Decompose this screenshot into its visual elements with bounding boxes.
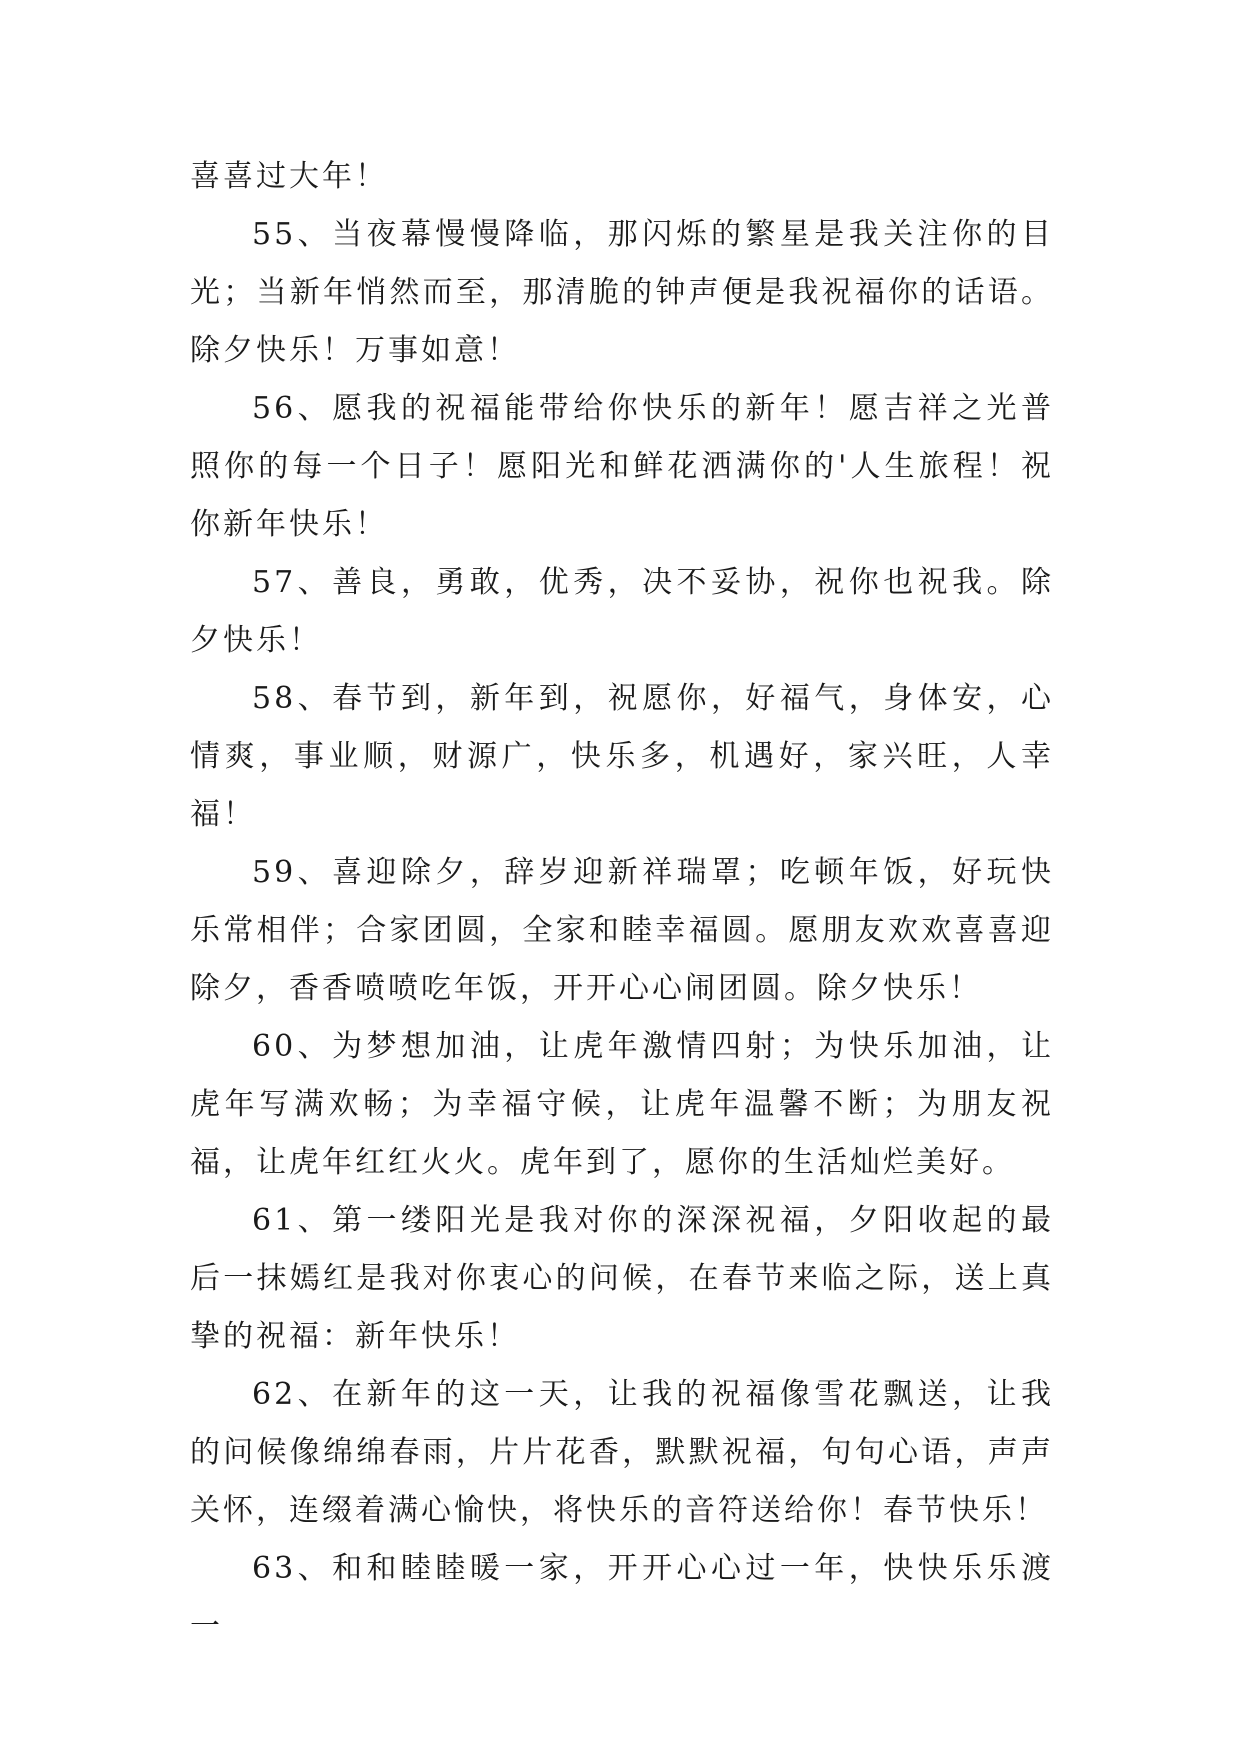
paragraph-0: 喜喜过大年！	[190, 159, 388, 194]
paragraph-57: 57、善良，勇敢，优秀，决不妥协，祝你也祝我。除夕快乐！	[190, 565, 1054, 658]
document-body	[190, 148, 1054, 1656]
paragraph-61: 61、第一缕阳光是我对你的深深祝福，夕阳收起的最后一抹嫣红是我对你衷心的问候，在春节来临之际，送上真挚的祝福：新年快乐！	[190, 1203, 1054, 1354]
paragraph-58: 58、春节到，新年到，祝愿你，好福气，身体安，心情爽，事业顺，财源广，快乐多，机遇好，家兴旺，人幸福！	[190, 681, 1054, 832]
paragraph-63: 63、和和睦睦暖一家，开开心心过一年，快快乐乐渡一	[190, 1551, 1054, 1644]
paragraph-55: 55、当夜幕慢慢降临，那闪烁的繁星是我关注你的目光；当新年悄然而至，那清脆的钟声便是我祝福你的话语。除夕快乐！万事如意！	[190, 217, 1054, 368]
paragraph-59: 59、喜迎除夕，辞岁迎新祥瑞罩；吃顿年饭，好玩快乐常相伴；合家团圆，全家和睦幸福圆。愿朋友欢欢喜喜迎除夕，香香喷喷吃年饭，开开心心闹团圆。除夕快乐！	[190, 855, 1054, 1006]
paragraph-62: 62、在新年的这一天，让我的祝福像雪花飘送，让我的问候像绵绵春雨，片片花香，默默祝福，句句心语，声声关怀，连缀着满心愉快，将快乐的音符送给你！春节快乐！	[190, 1377, 1054, 1528]
paragraph-56: 56、愿我的祝福能带给你快乐的新年！愿吉祥之光普照你的每一个日子！愿阳光和鲜花洒满你的'人生旅程！祝你新年快乐！	[190, 391, 1054, 542]
paragraph-60: 60、为梦想加油，让虎年激情四射；为快乐加油，让虎年写满欢畅；为幸福守候，让虎年温馨不断；为朋友祝福，让虎年红红火火。虎年到了，愿你的生活灿烂美好。	[190, 1029, 1054, 1180]
